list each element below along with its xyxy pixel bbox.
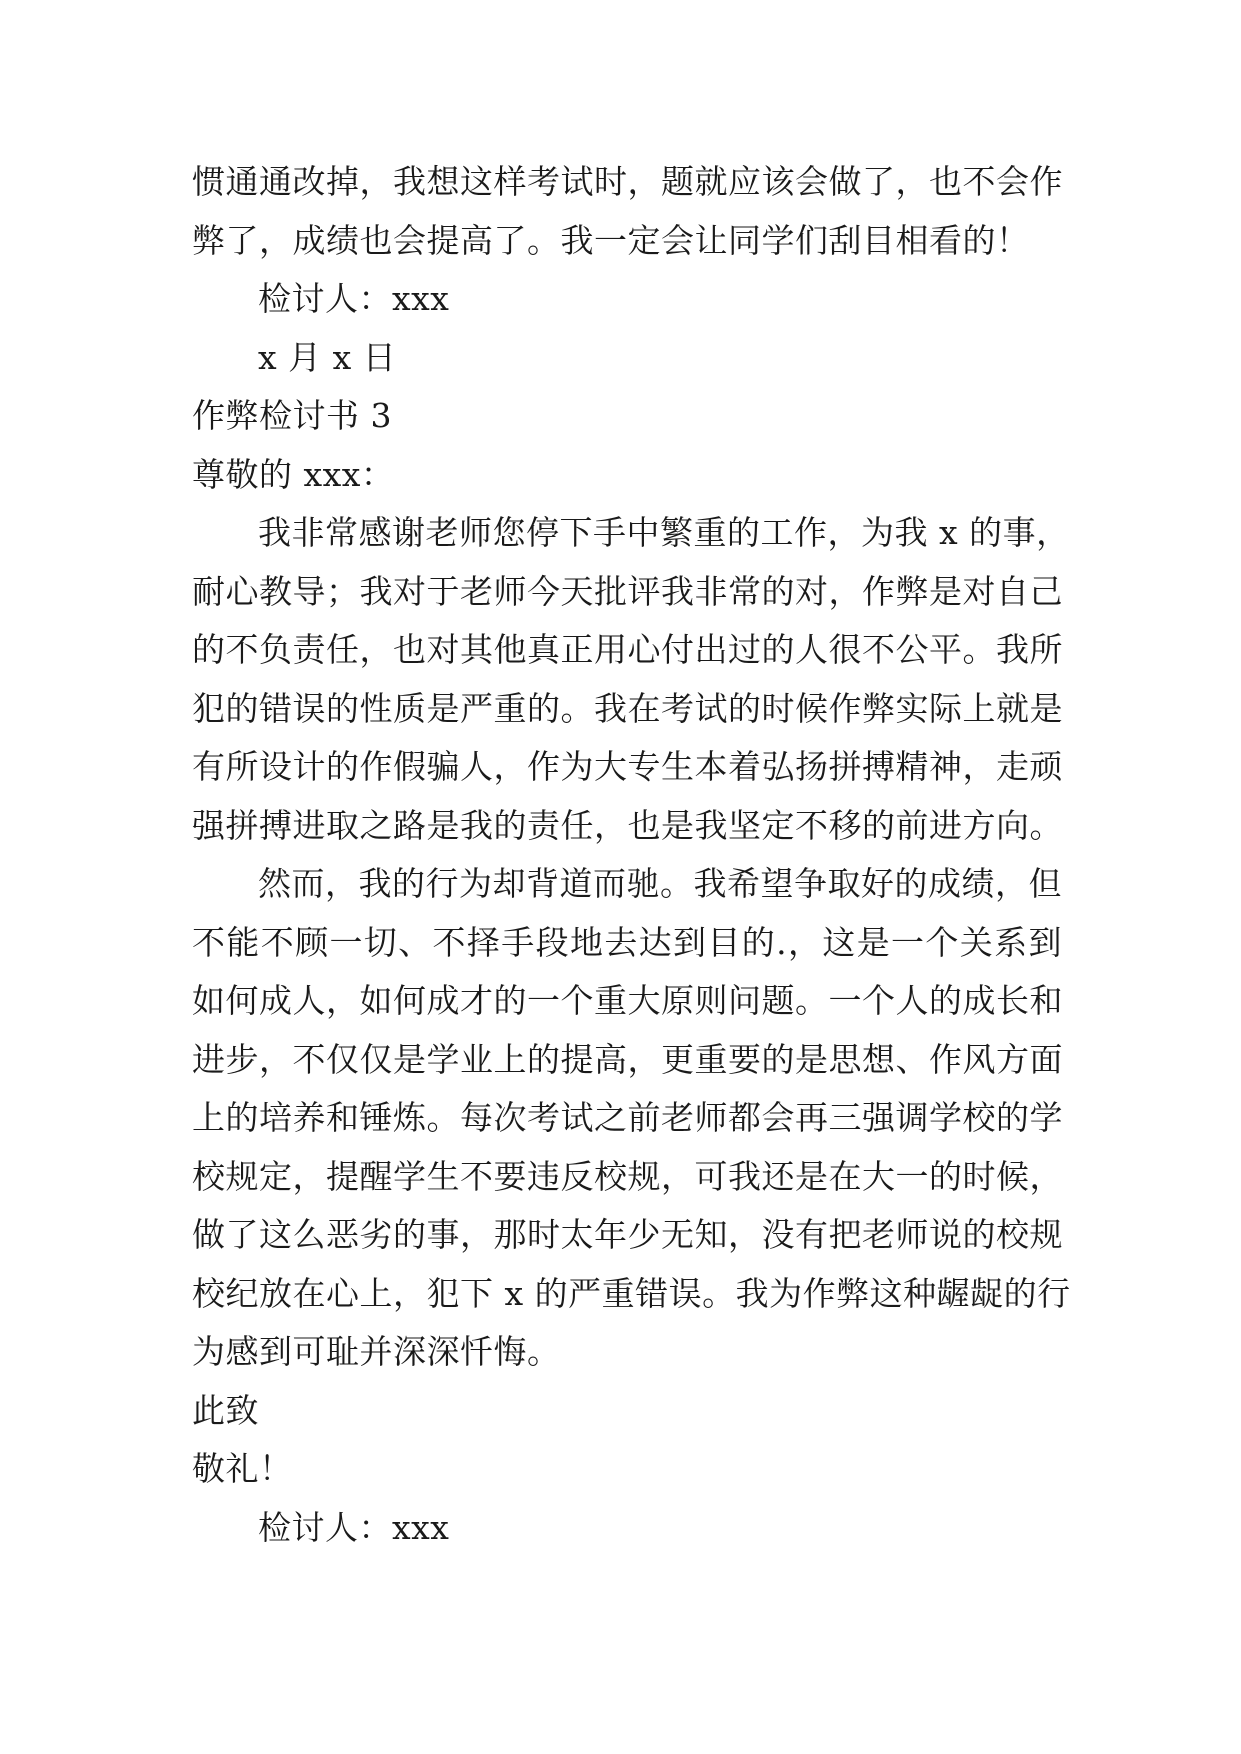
salutation: 尊敬的 xxx： — [192, 454, 395, 494]
signature-line: 检讨人：xxx — [258, 1507, 450, 1547]
paragraph-line: 强拼搏进取之路是我的责任，也是我坚定不移的前进方向。 — [192, 805, 1063, 845]
paragraph-line: 如何成人，如何成才的一个重大原则问题。一个人的成长和 — [192, 981, 1063, 1020]
date-line: x 月 x 日 — [258, 337, 397, 377]
paragraph-line: 校纪放在心上，犯下 x 的严重错误。我为作弊这种龌龊的行 — [192, 1273, 1071, 1313]
paragraph-line: 的不负责任，也对其他真正用心付出过的人很不公平。我所 — [192, 630, 1063, 669]
paragraph-line: 耐心教导；我对于老师今天批评我非常的对，作弊是对自己 — [192, 571, 1063, 611]
document-page — [192, 153, 1071, 1557]
paragraph-line: 惯通通改掉，我想这样考试时，题就应该会做了，也不会作 — [192, 162, 1063, 201]
paragraph-line: 做了这么恶劣的事，那时太年少无知，没有把老师说的校规 — [192, 1215, 1063, 1254]
paragraph-line: 上的培养和锤炼。每次考试之前老师都会再三强调学校的学 — [192, 1098, 1063, 1137]
paragraph-line: 有所设计的作假骗人，作为大专生本着弘扬拼搏精神，走顽 — [192, 747, 1063, 786]
signature-line: 检讨人：xxx — [258, 279, 450, 318]
closing-line: 敬礼！ — [192, 1449, 293, 1488]
paragraph-line: 我非常感谢老师您停下手中繁重的工作，为我 x 的事， — [258, 513, 1070, 552]
paragraph-line: 不能不顾一切、不择手段地去达到目的.，这是一个关系到 — [192, 922, 1062, 962]
section-title: 作弊检讨书 3 — [192, 396, 392, 435]
paragraph-line: 进步，不仅仅是学业上的提高，更重要的是思想、作风方面 — [192, 1039, 1063, 1079]
paragraph-line: 校规定，提醒学生不要违反校规，可我还是在大一的时候， — [192, 1156, 1063, 1196]
closing-line: 此致 — [192, 1390, 259, 1430]
paragraph-line: 为感到可耻并深深忏悔。 — [192, 1332, 561, 1371]
paragraph-line: 弊了，成绩也会提高了。我一定会让同学们刮目相看的！ — [192, 220, 1030, 260]
paragraph-line: 然而，我的行为却背道而驰。我希望争取好的成绩，但 — [258, 864, 1062, 903]
paragraph-line: 犯的错误的性质是严重的。我在考试的时候作弊实际上就是 — [192, 688, 1063, 728]
